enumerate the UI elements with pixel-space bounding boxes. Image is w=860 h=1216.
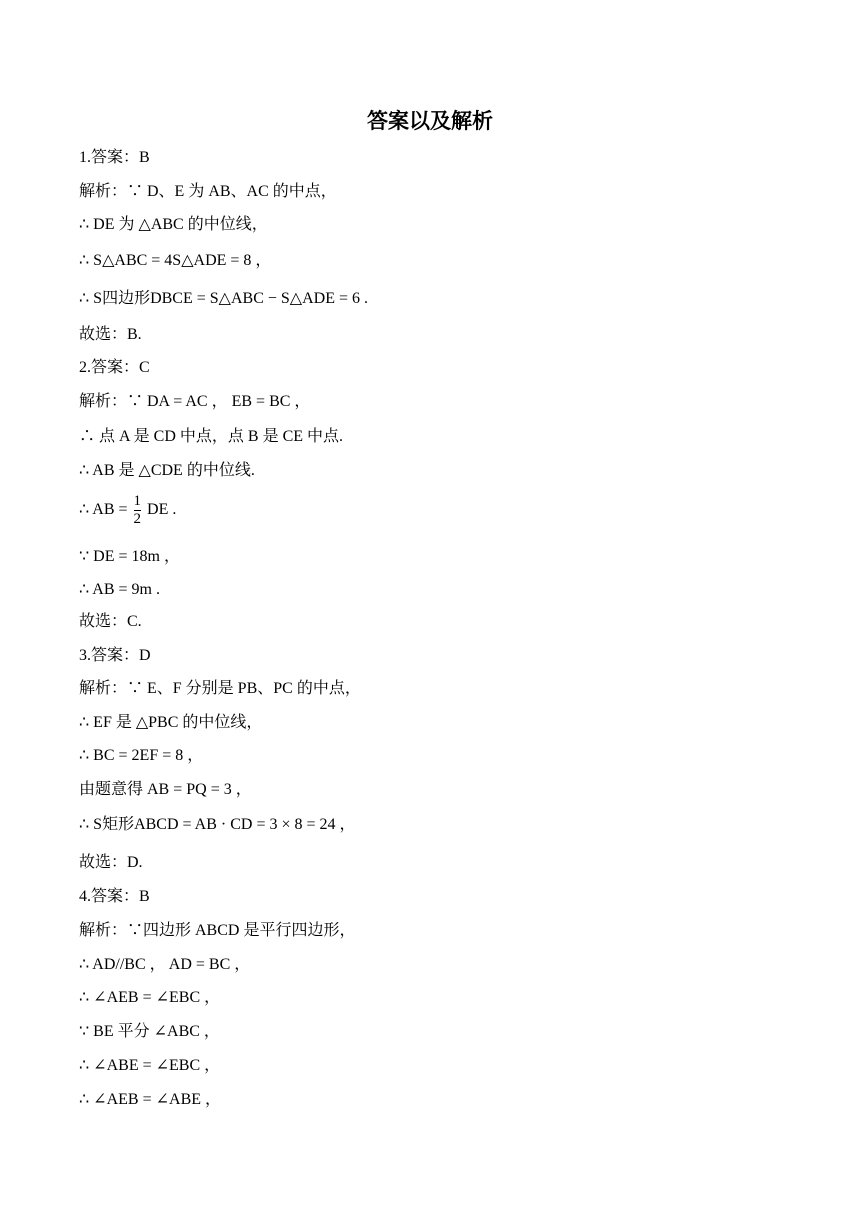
- page-title: 答案以及解析: [367, 109, 493, 133]
- answer-2-conclusion: 故选：C.: [79, 613, 142, 630]
- answer-4-line-5: ∴ ∠ABE = ∠EBC ，: [79, 1057, 221, 1074]
- answer-4-line-1: 解析：∵四边形 ABCD 是平行四边形，: [79, 922, 356, 939]
- answer-1-conclusion: 故选：B.: [79, 326, 142, 343]
- answer-2-line-3: ∴ AB 是 △CDE 的中位线.: [79, 462, 255, 479]
- answer-3-heading: 3.答案：D: [79, 647, 151, 664]
- fraction-denominator: 2: [133, 511, 142, 527]
- answer-3-line-3: ∴ BC = 2EF = 8 ，: [79, 747, 204, 764]
- answer-1-line-4: ∴ S四边形DBCE = S△ABC − S△ADE = 6 .: [79, 290, 369, 307]
- answer-3-line-4: 由题意得 AB = PQ = 3 ，: [79, 781, 252, 798]
- answer-2-line-5: ∵ DE = 18m ，: [79, 548, 180, 565]
- answer-2-line-1: 解析：∵ DA = AC ， EB = BC ，: [79, 393, 311, 410]
- fraction-lhs: ∴ AB =: [79, 501, 128, 519]
- answer-1-heading: 1.答案：B: [79, 149, 150, 166]
- fraction: [134, 493, 142, 528]
- answer-1-line-3: ∴ S△ABC = 4S△ADE = 8 ，: [79, 252, 272, 269]
- answer-4-line-3: ∴ ∠AEB = ∠EBC ，: [79, 989, 221, 1006]
- answer-4-line-2: ∴ AD//BC ， AD = BC ，: [79, 956, 251, 973]
- answer-2-heading: 2.答案：C: [79, 359, 150, 376]
- answer-3-line-5: ∴ S矩形ABCD = AB · CD = 3 × 8 = 24 ，: [79, 816, 356, 833]
- answer-2-line-6: ∴ AB = 9m .: [79, 581, 160, 598]
- answer-4-heading: 4.答案：B: [79, 888, 150, 905]
- answer-1-line-1: 解析：∵ D、E 为 AB、AC 的中点，: [79, 183, 337, 200]
- answer-4-line-4: ∵ BE 平分 ∠ABC ，: [79, 1023, 220, 1040]
- answer-3-line-1: 解析：∵ E、F 分别是 PB、PC 的中点，: [79, 680, 361, 697]
- answer-4-line-6: ∴ ∠AEB = ∠ABE ，: [79, 1091, 222, 1108]
- answer-2-line-4: [79, 493, 176, 528]
- answer-2-line-2: ∴ 点 A 是 CD 中点，点 B 是 CE 中点.: [79, 428, 344, 445]
- fraction-rhs: DE .: [147, 501, 177, 519]
- answer-3-line-2: ∴ EF 是 △PBC 的中位线，: [79, 714, 263, 731]
- fraction-numerator: 1: [133, 493, 142, 509]
- answer-1-line-2: ∴ DE 为 △ABC 的中位线，: [79, 216, 268, 233]
- answer-3-conclusion: 故选：D.: [79, 854, 143, 871]
